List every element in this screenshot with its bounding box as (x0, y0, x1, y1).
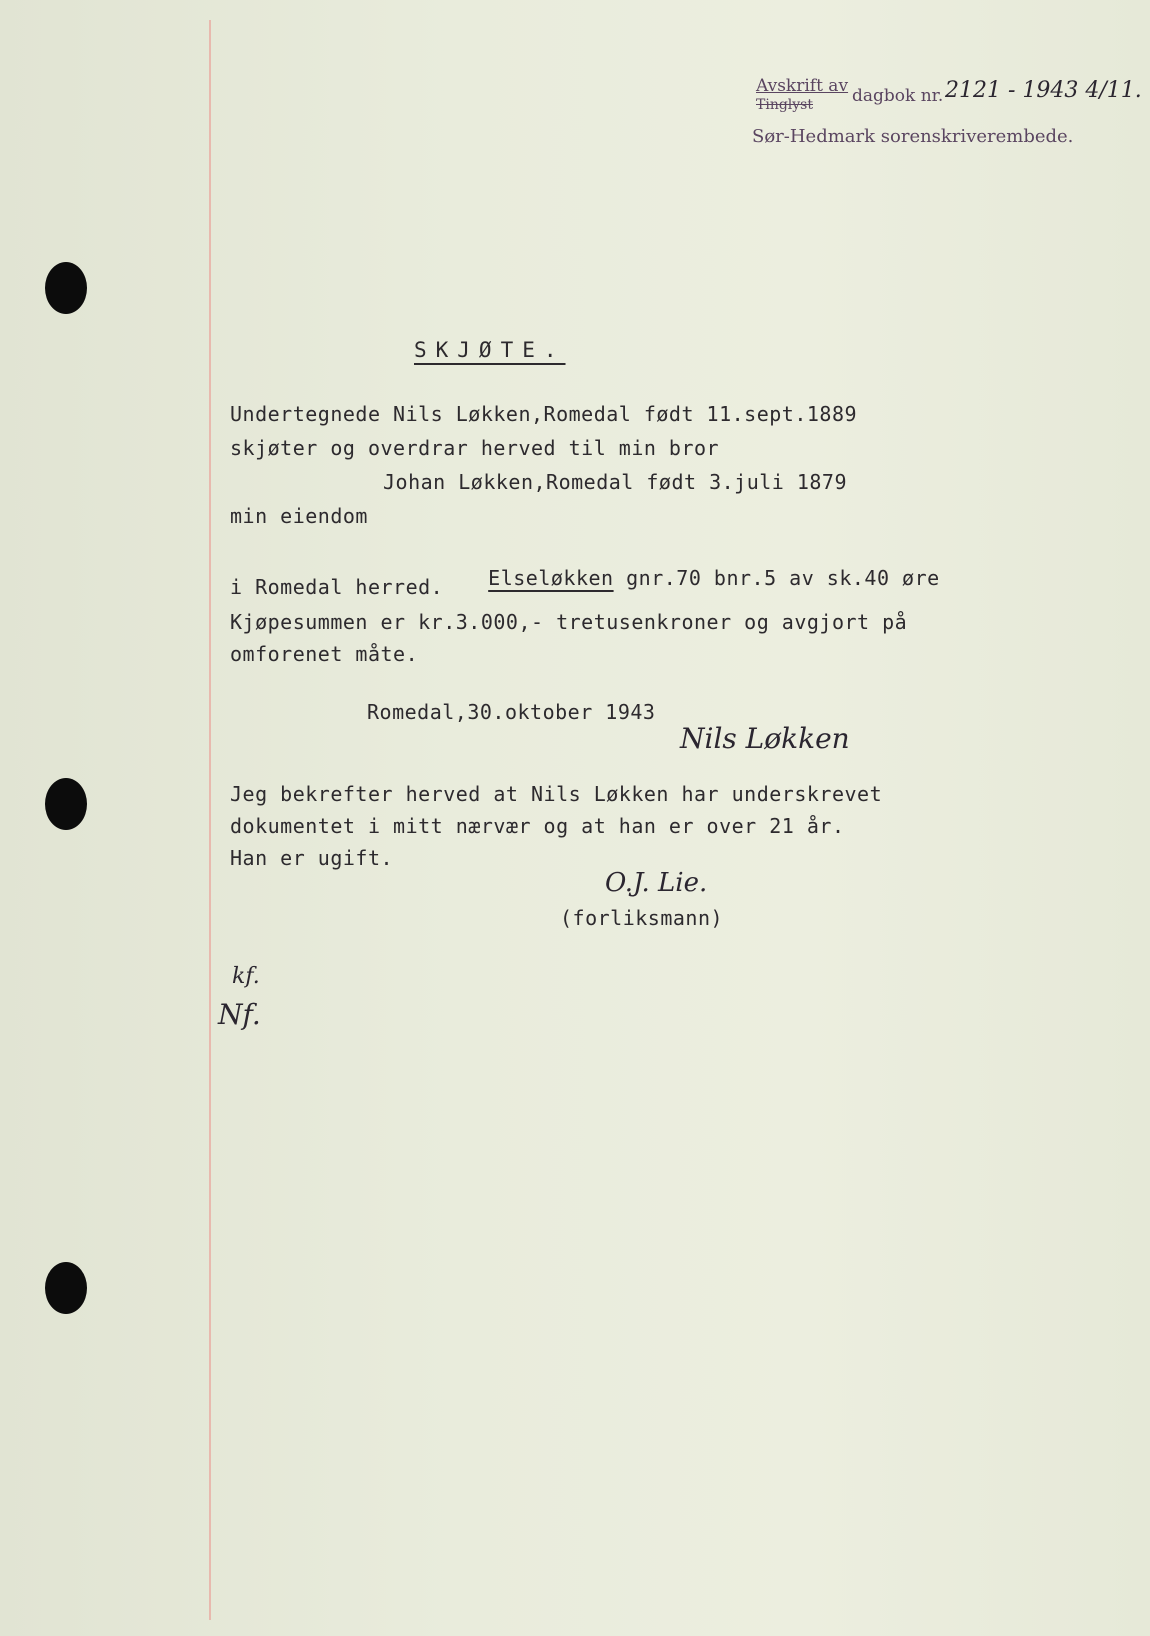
signature-nils-lokken: Nils Løkken (680, 722, 850, 755)
body-line-7: omforenet måte. (230, 642, 419, 666)
stamp-line-1 (756, 76, 848, 96)
stamp-struck-word: Tinglyst (756, 97, 813, 113)
body-line-2: skjøter og overdrar herved til min bror (230, 436, 720, 460)
body-line-5: i Romedal herred. (230, 575, 444, 599)
property-line (438, 542, 940, 614)
body-line-6: Kjøpesummen er kr.3.000,- tretusenkroner og avgjort på (230, 610, 908, 634)
place-date: Romedal,30.oktober 1943 (367, 700, 656, 724)
witness-signature: O.J. Lie. (605, 868, 708, 898)
property-name: Elseløkken (488, 566, 614, 590)
witness-role: (forliksmann) (560, 906, 724, 930)
punch-hole-3 (45, 1262, 87, 1314)
stamp-dagbok-label: dagbok nr. (852, 86, 944, 106)
property-details: gnr.70 bnr.5 av sk.40 øre (613, 566, 940, 590)
margin-note-kf: kf. (232, 964, 260, 989)
confirmation-line-3: Han er ugift. (230, 846, 394, 870)
punch-hole-1 (45, 262, 87, 314)
stamp-handwritten-number: 2121 - 1943 4/11. (945, 78, 1142, 103)
document-title: SKJØTE. (414, 338, 566, 362)
stamp-label-avskrift: Avskrift av (756, 76, 849, 96)
margin-note-nf: Nf. (218, 998, 261, 1031)
confirmation-line-1: Jeg bekrefter herved at Nils Løkken har underskrevet (230, 782, 883, 806)
punch-hole-2 (45, 778, 87, 830)
body-line-1: Undertegnede Nils Løkken,Romedal født 11.sept.1889 (230, 402, 858, 426)
body-line-3: Johan Løkken,Romedal født 3.juli 1879 (383, 470, 848, 494)
confirmation-line-2: dokumentet i mitt nærvær og at han er over 21 år. (230, 814, 845, 838)
body-line-4: min eiendom (230, 504, 368, 528)
margin-rule (209, 20, 211, 1620)
stamp-office-name: Sør-Hedmark sorenskriverembede. (752, 126, 1074, 147)
